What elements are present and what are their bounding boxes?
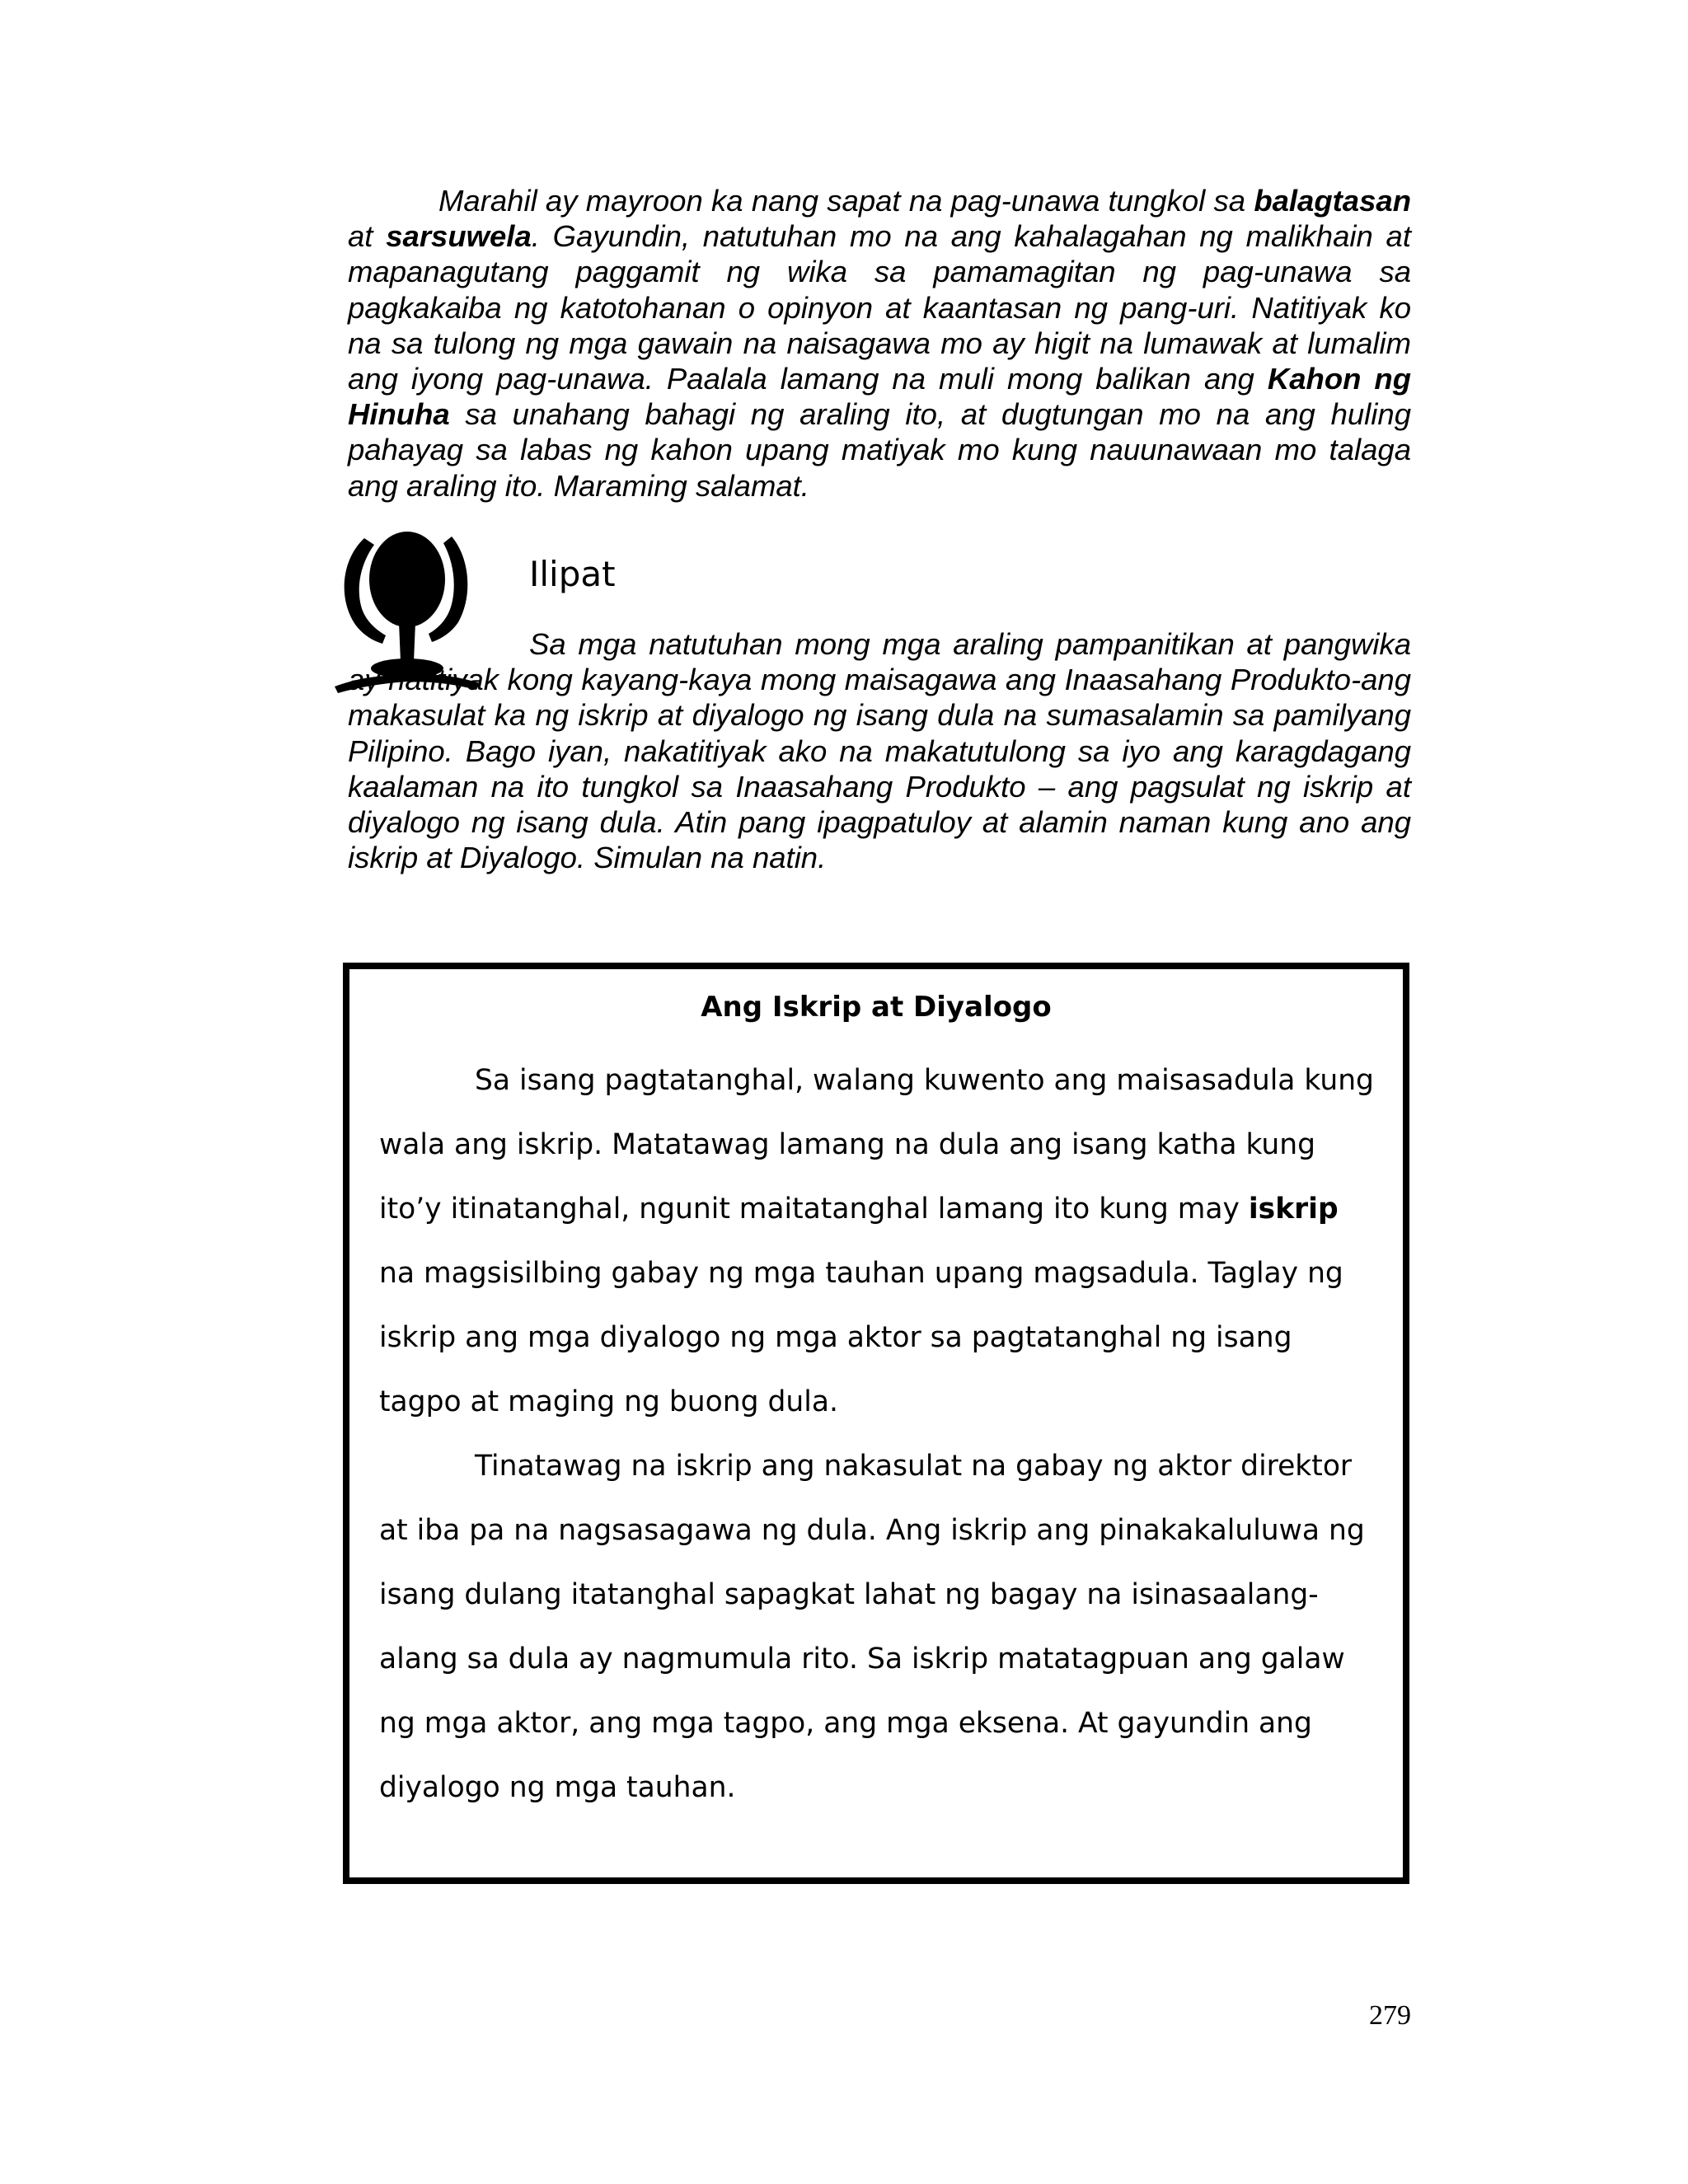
box-body [379,1048,1380,1820]
page-number: 279 [1369,2000,1411,2031]
term-balagtasan: balagtasan [1254,184,1411,218]
intro-text-1: Marahil ay mayroon ka nang sapat na pag-unawa tungkol sa [438,184,1254,218]
box-p1-text-b: na magsisilbing gabay ng mga tauhan upang magsadula. Taglay ng iskrip ang mga diyalogo ng mga aktor sa pagtatanghal ng isang tagpo at maging ng buong dula. [379,1257,1343,1418]
intro-text-3: . Gayundin, natutuhan mo na ang kahalagahan ng malikhain at mapanagutang paggamit ng wika sa pamamagitan ng pag-unawa sa pagkakaiba ng katotohanan o opinyon at kaantasan ng pang-uri. Natitiyak ko na sa tulong ng mga gawain na naisagawa mo ay higit na lumawak at lumalim ang iyong pag-unawa. Paalala lamang na muli mong balikan ang [348,219,1412,396]
intro-text-2: at [348,219,387,254]
term-iskrip: iskrip [1248,1193,1339,1226]
term-kahon-ng-hinuha: Kahon ng Hinuha [348,362,1412,432]
intro-text-4: sa unahang bahagi ng araling ito, at dugtungan mo na ang huling pahayag sa labas ng kahon upang matiyak mo kung nauunawaan mo talaga ang araling ito. Maraming salamat. [348,397,1411,503]
intro-paragraph [348,183,1411,504]
box-paragraph-2: Tinatawag na iskrip ang nakasulat na gabay ng aktor direktor at iba pa na nagsasagawa ng dula. Ang iskrip ang pinakakaluluwa ng isang dulang itatanghal sapagkat lahat ng bagay na isinasaalang-alang sa dula ay nagmumula rito. Sa iskrip matatagpuan ang galaw ng mga aktor, ang mga tagpo, ang mga eksena. At gayundin ang diyalogo ng mga tauhan. [379,1450,1365,1804]
ilipat-section [348,626,1411,875]
box-title: Ang Iskrip at Diyalogo [701,991,1052,1024]
section-heading-ilipat: Ilipat [529,554,616,594]
definition-box [343,963,1409,1884]
term-sarsuwela: sarsuwela [386,219,532,254]
box-p1-text-a: Sa isang pagtatanghal, walang kuwento ang maisasadula kung wala ang iskrip. Matatawag lamang na dula ang isang katha kung ito’y itinatanghal, ngunit maitatanghal lamang ito kung may [379,1064,1374,1226]
intro-section [348,183,1411,504]
ilipat-paragraph: Sa mga natutuhan mong mga araling pampanitikan at pangwika ay natitiyak kong kayang-kaya mong maisagawa ang Inaasahang Produkto-ang makasulat ka ng iskrip at diyalogo ng isang dula na sumasalamin sa pamilyang Pilipino. Bago iyan, nakatitiyak ako na makatutulong sa iyo ang karagdagang kaalaman na ito tungkol sa Inaasahang Produkto – ang pagsulat ng iskrip at diyalogo ng isang dula. Atin pang ipagpatuloy at alamin naman kung ano ang iskrip at Diyalogo. Simulan na natin. [348,627,1411,875]
box-paragraph-1 [379,1048,1380,1434]
